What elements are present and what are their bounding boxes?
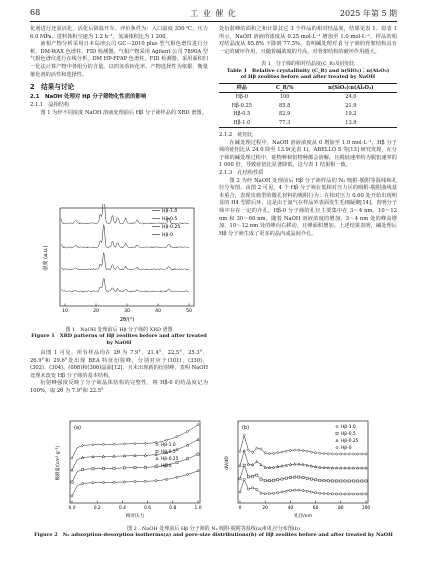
data-point (294, 489, 296, 491)
table-cell: 21.9 (345, 102, 357, 109)
data-point (319, 492, 321, 494)
subsubsection-heading: 2.1.1 晶相结构 (30, 102, 70, 109)
table-cell: 19.2 (345, 111, 357, 118)
n2-isotherm-charts (52, 418, 376, 520)
data-point (365, 480, 367, 482)
fig2a-isotherm (72, 425, 198, 458)
paragraph-xrd-intro: 图 1 为经不同浓度 NaOH 溶液处理前后 Hβ 分子筛样品的 XRD 谱图。 (40, 109, 207, 116)
data-point (361, 467, 363, 469)
data-point (134, 442, 136, 445)
figure-1-caption (30, 327, 208, 346)
data-point (268, 493, 270, 495)
fig2b-tag: (b) (242, 425, 250, 431)
data-point (293, 449, 295, 452)
data-point (340, 467, 342, 469)
data-point (268, 466, 270, 468)
fig1-xtick-label: 10 (62, 309, 68, 314)
data-point (92, 468, 94, 470)
data-point (310, 465, 312, 467)
data-point (277, 492, 279, 494)
data-point (268, 480, 270, 482)
fig1-legend-label: Hβ-0 (162, 233, 173, 238)
fig2-xtick-label: 0 (238, 506, 242, 511)
data-point (243, 449, 245, 451)
data-point (323, 466, 325, 468)
data-point (336, 446, 338, 449)
data-point (281, 451, 283, 454)
data-point (344, 480, 346, 482)
data-point (285, 490, 287, 492)
data-point (186, 473, 188, 475)
table-1-title (219, 61, 397, 80)
data-point (331, 493, 333, 495)
data-point (293, 463, 295, 465)
data-point (71, 457, 73, 460)
fig1-xtick-label: 50 (186, 309, 192, 314)
fig2-caption-cn: 图 2 NaOH 处理前后 Hβ 分子筛的 N₂ 吸附-脱附等温线(a)和孔径分布图(b) (127, 526, 300, 532)
data-point (81, 456, 83, 458)
table-cell: Hβ-0 (235, 94, 248, 101)
data-point (319, 466, 321, 468)
data-point (314, 451, 316, 454)
data-point (71, 481, 73, 483)
data-point (268, 452, 270, 455)
data-point (298, 489, 300, 491)
data-point (357, 493, 359, 495)
data-point (176, 476, 178, 478)
data-point (113, 481, 115, 483)
fig1-xlabel: 2θ/(°) (119, 317, 135, 323)
fig1-legend-label: Hβ-1.0 (162, 209, 178, 214)
figure-2 (52, 418, 376, 520)
journal-name: 工 业 催 化 (190, 9, 237, 18)
data-point (264, 480, 266, 482)
table-row (219, 119, 397, 128)
subsection-heading: 2.1 NaOH 处理对 Hβ 分子筛物化性质的影响 (30, 94, 147, 101)
data-point (298, 476, 300, 478)
data-point (277, 479, 279, 481)
data-point (264, 493, 266, 495)
data-point (92, 444, 94, 447)
data-point (310, 478, 312, 480)
data-point (165, 478, 167, 480)
table-cell: 13.9 (345, 119, 357, 126)
data-point (81, 444, 83, 447)
table-row (219, 102, 397, 111)
data-point (352, 467, 354, 469)
data-point (352, 480, 354, 482)
data-point (361, 493, 363, 495)
data-point (327, 453, 329, 456)
data-point (264, 466, 266, 468)
data-point (310, 451, 312, 454)
figure-1-xrd (40, 204, 200, 324)
table-header: C_R/% (275, 84, 294, 91)
fig1-caption-cn: 图 1 NaOH 处理前后 Hβ 分子筛的 XRD 谱图 (65, 327, 173, 333)
paragraph-eval: 化剂进行还原活化，活化后降温开车。评价条件为：入口温度 350 ℃，压力 6.0 MPa，进料体积空速为 1.2 h⁻¹，氢油体积比为 1 200。 (30, 26, 208, 40)
data-point (361, 453, 363, 456)
data-point (176, 448, 178, 450)
data-point (344, 467, 346, 469)
data-point (176, 435, 178, 438)
fig2-xtick-label: 0.6 (144, 506, 152, 511)
paragraph-crystallinity-cont: 处衍射峰的面积之和计算其它 3 个样品的相对结晶度，结果见表 1。如表 1 所示，NaOH 溶液的浓度从 0.25 mol·L⁻¹ 增加至 1.0 mol·L⁻¹，样品的相对结晶度从 85.8% 下降到 77.3%，表明碱处理对 β 分子筛的骨架结构具有一定的破坏作用，且随着碱浓度的升高，对骨架结构的破坏作用越大。 (219, 26, 397, 55)
data-point (340, 493, 342, 495)
paragraph-crystallinity: 衍射峰强度反映了分子筛晶体结构的完整性，将 Hβ-0 的结晶度记为 100%，取 2θ 为 7.9°和 22.5° (30, 380, 208, 394)
data-point (71, 469, 73, 471)
data-point (123, 455, 125, 457)
fig2b-legend-label: Hβ-1.0 (341, 425, 356, 430)
data-point (315, 479, 317, 481)
data-point (102, 481, 104, 483)
xrd-chart (40, 204, 200, 324)
fig2-xtick-label: 80 (338, 506, 344, 511)
data-point (156, 443, 158, 445)
fig2-xtick-label: 0.4 (118, 506, 126, 511)
fig2b-xlabel: 孔径/nm (293, 514, 313, 519)
data-point (361, 480, 363, 482)
table-header: n(SiO₂)∶n(Al₂O₃) (328, 84, 374, 91)
section-heading: 2 结果与讨论 (30, 83, 75, 92)
table-title-en-1: Table 1 Relative crystallinity (C_R) and n(SiO₂)∶n(Al₂O₃) (226, 67, 390, 74)
fig2b-legend-label: Hβ-0 (341, 446, 352, 451)
data-point (113, 467, 115, 469)
data-point (155, 453, 157, 455)
fig2a-xlabel: 相对压力 (125, 514, 145, 519)
fig2a-legend-label: Hβ-1.0 (161, 443, 176, 448)
data-point (260, 478, 262, 480)
data-point (336, 439, 338, 441)
right-column (219, 26, 397, 238)
paragraph-pore: 图 2 为经 NaOH 处理前后 Hβ 分子筛样品的 N₂ 吸附-脱附等温线和孔径分布图。由图 2 可见，4 个 Hβ 分子筛在低相对压力区的吸附-脱附曲线基本重合，表现出典型的微孔材料的吸附行为；在相对压力 0.60 处开始出现明显的 H4 型滞后环，这是由于氮气在样品外表面发生毛细凝聚[14]，表明分子筛中存在一定的介孔。Hβ-0 分子筛的孔径主要集中在 3～4 nm、10～12 nm 和 30～60 nm，随着 NaOH 溶液浓度的增加，3～4 nm 处的峰高增加，10～12 nm 处的峰向右移动，且峰面积增加。上述结果表明，碱处理后 Hβ 分子筛生成了更多的晶内或晶间介孔。 (219, 177, 397, 237)
data-point (256, 474, 258, 476)
fig2a-isotherm (72, 471, 198, 496)
left-column-lower (30, 350, 208, 396)
data-point (247, 463, 249, 465)
fig2a-tag: (a) (74, 425, 81, 431)
data-point (365, 493, 367, 495)
data-point (134, 454, 136, 456)
fig2a-legend-label: Hβ-0.5 (161, 450, 176, 455)
fig2a-ylabel: 吸附量/(cm³·g⁻¹) (56, 445, 61, 481)
table-header-row (219, 83, 397, 93)
data-point (285, 464, 287, 466)
data-point (156, 457, 158, 459)
data-point (298, 463, 300, 465)
fig2a-frame (70, 421, 200, 503)
data-point (335, 467, 337, 469)
data-point (319, 479, 321, 481)
data-point (327, 493, 329, 495)
data-point (113, 443, 115, 446)
paragraph-product-analysis: 液相产物分析采用日本岛津公司 GC－2010 plus 型气相色谱仪进行分析，DM-WAX 色谱柱，FID 检测器。气相产物采用 Agilent 公司 7890A 型气相色谱仪进行在线分析，DM HP-FFAP 色谱柱，FID 检测器，采用面积归一化法计算产物中各组分的含量。以四氢萘转化率、产物选择性为依据，衡量催化剂的活性和选择性。 (30, 41, 208, 78)
data-point (289, 449, 291, 452)
data-point (281, 465, 283, 467)
data-point (352, 453, 354, 456)
data-point (340, 453, 342, 456)
table-header: 样品 (236, 84, 247, 91)
table-cell: 82.9 (279, 111, 291, 118)
table-cell: Hβ-0.5 (233, 111, 251, 118)
table-title-en-2: of Hβ zeolites before and after treated by NaOH (240, 74, 376, 81)
data-point (289, 476, 291, 478)
data-point (315, 492, 317, 494)
data-point (239, 450, 241, 453)
data-point (277, 451, 279, 454)
data-point (356, 453, 358, 456)
fig1-legend-label: Hβ-0.5 (162, 217, 178, 222)
table-cell: 85.8 (279, 102, 291, 109)
data-point (81, 482, 83, 484)
data-point (71, 495, 73, 497)
data-point (306, 490, 308, 492)
data-point (331, 480, 333, 482)
data-point (310, 491, 312, 493)
table-title-cn: 表 1 分子筛的相对结晶度(C_R)及硅铝比 (261, 61, 355, 68)
fig2a-legend-label: Hβ-0.25 (161, 457, 179, 462)
data-point (197, 470, 199, 472)
data-point (327, 480, 329, 482)
data-point (134, 481, 136, 483)
data-point (306, 477, 308, 479)
data-point (186, 444, 188, 446)
data-point (197, 438, 199, 440)
data-point (123, 481, 125, 483)
data-point (289, 463, 291, 465)
fig2-xtick-label: 0.0 (68, 506, 76, 511)
data-point (289, 489, 291, 491)
table-cell: 24.0 (345, 94, 357, 101)
data-point (348, 493, 350, 495)
data-point (239, 491, 241, 493)
data-point (335, 453, 337, 456)
data-point (357, 480, 359, 482)
data-point (165, 439, 167, 442)
data-point (277, 465, 279, 467)
table-cell: 100 (279, 94, 290, 101)
data-point (348, 480, 350, 482)
data-point (281, 478, 283, 480)
table-1 (219, 83, 397, 129)
fig2-xtick-label: 0.2 (93, 506, 101, 511)
data-point (336, 480, 338, 482)
data-point (302, 489, 304, 491)
data-point (247, 476, 249, 478)
data-point (156, 450, 158, 452)
data-point (331, 453, 333, 456)
data-point (123, 467, 125, 469)
data-point (294, 476, 296, 478)
data-point (273, 479, 275, 481)
fig1-xrd-curve (61, 278, 189, 292)
fig2b-legend-label: Hβ-0.5 (341, 432, 356, 437)
fig2-xtick-label: 40 (287, 506, 294, 511)
data-point (243, 434, 245, 437)
fig2-xtick-label: 20 (262, 506, 268, 511)
fig2-xtick-label: 0.8 (169, 506, 177, 511)
table-row (219, 93, 397, 102)
page-number: 68 (30, 8, 41, 17)
data-point (340, 480, 342, 482)
data-point (348, 467, 350, 469)
data-point (306, 464, 308, 466)
table-cell: Hβ-0.25 (231, 102, 253, 109)
subsubsection-heading-sial: 2.1.2 硅铝比 (219, 132, 253, 139)
data-point (273, 492, 275, 494)
data-point (251, 464, 253, 466)
data-point (281, 491, 283, 493)
data-point (144, 466, 146, 468)
data-point (186, 430, 188, 433)
data-point (323, 452, 325, 455)
data-point (256, 488, 258, 490)
data-point (344, 493, 346, 495)
data-point (92, 482, 94, 484)
data-point (323, 480, 325, 482)
data-point (260, 492, 262, 494)
data-point (144, 480, 146, 482)
fig1-xrd-curve (61, 253, 189, 270)
data-point (113, 455, 115, 457)
fig2a-legend-label: Hβ-0 (161, 464, 172, 469)
data-point (365, 453, 367, 456)
data-point (123, 443, 125, 446)
data-point (302, 476, 304, 478)
data-point (102, 455, 104, 457)
data-point (336, 425, 338, 427)
data-point (92, 456, 94, 458)
paragraph-sial: 在碱处理过程中，NaOH 溶液浓度从 0 增加至 1.0 mol·L⁻¹，Hβ 分子筛的硅铝比从 24.0 降至 13.9(见表 1)。ABELLÓ S 等[13] 研究发现，在分子筛的碱处理过程中，硅物种和铝物种都会溶解，且脱硅速率约为脱铝速率的 1 000 倍，导致硅铝比显著降低，这与表 1 结果相一致。 (219, 139, 397, 169)
data-point (102, 443, 104, 446)
figure-2-caption (20, 526, 407, 539)
data-point (247, 488, 249, 490)
data-point (336, 432, 338, 434)
data-point (314, 465, 316, 467)
data-point (256, 460, 258, 462)
data-point (365, 467, 367, 469)
data-point (323, 493, 325, 495)
fig2b-legend-label: Hβ-0.25 (341, 439, 359, 444)
fig2-xtick-label: 100 (361, 506, 371, 511)
data-point (197, 423, 199, 426)
fig1-xtick-label: 30 (124, 309, 130, 314)
data-point (144, 454, 146, 456)
data-point (352, 493, 354, 495)
data-point (239, 464, 241, 466)
subsubsection-heading-pore: 2.1.3 孔结构性质 (219, 170, 264, 177)
data-point (197, 453, 199, 455)
data-point (272, 452, 274, 455)
data-point (302, 463, 304, 465)
fig1-caption-en: Figure 1 XRD patterns of Hβ zeolites before and after treated by NaOH (31, 333, 207, 346)
header-rule (30, 21, 397, 22)
fig1-legend-label: Hβ-0.25 (162, 225, 181, 230)
table-row (219, 110, 397, 119)
fig2-xtick-label: 1.0 (194, 506, 202, 511)
data-point (302, 449, 304, 452)
data-point (81, 468, 83, 470)
data-point (327, 467, 329, 469)
fig1-ylabel: 强度 (a.u.) (43, 245, 49, 271)
data-point (155, 480, 157, 482)
table-cell: 77.3 (279, 119, 291, 126)
fig2-caption-en: Figure 2 N₂ adsorption-desorption isotherms(a) and pore-size distributions(b) of Hβ zeolites before and after treated by NaOH (34, 532, 393, 539)
data-point (247, 449, 249, 452)
data-point (243, 478, 245, 480)
data-point (348, 453, 350, 456)
data-point (102, 467, 104, 469)
data-point (306, 450, 308, 453)
fig2-xtick-label: 60 (312, 506, 319, 511)
left-column (30, 26, 208, 117)
data-point (356, 467, 358, 469)
fig2b-ylabel: dV/dD (225, 456, 230, 470)
data-point (239, 478, 241, 480)
data-point (285, 450, 287, 453)
data-point (285, 477, 287, 479)
table-cell: Hβ-1.0 (233, 119, 251, 126)
data-point (144, 442, 146, 445)
fig1-plot-frame (60, 208, 194, 306)
data-point (319, 452, 321, 455)
data-point (243, 464, 245, 466)
data-point (252, 487, 254, 489)
data-point (298, 449, 300, 452)
data-point (134, 467, 136, 469)
data-point (331, 467, 333, 469)
data-point (336, 493, 338, 495)
issue-label: 2025 年第 5 期 (339, 9, 397, 18)
paragraph-xrd-results: 由图 1 可见，所有样品均在 2θ 为 7.9°、21.4°、22.5°、25.3°、26.9°和 29.6°处出现 BEA 特征衍射峰，分别对应于(101)、(330)、(302)、(304)、(008)和(306)晶面[12]，且未出现新的衍射峰，表明 NaOH 处理未改变 Hβ 分子筛的基本结构。 (30, 350, 208, 379)
data-point (252, 475, 254, 477)
fig1-xtick-label: 40 (155, 309, 161, 314)
data-point (344, 453, 346, 456)
fig1-xtick-label: 20 (93, 309, 99, 314)
data-point (272, 466, 274, 468)
data-point (186, 458, 188, 460)
